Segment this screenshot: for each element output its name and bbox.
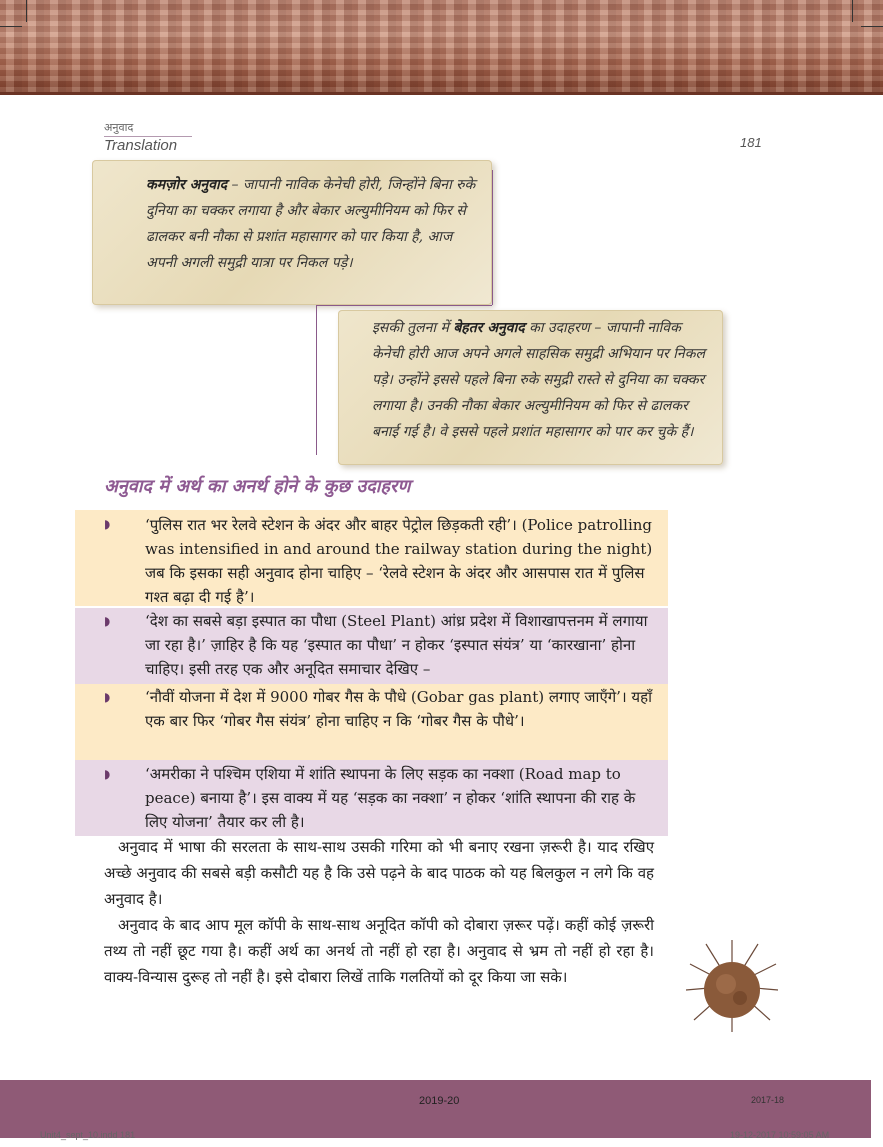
weak-translation-body: – जापानी नाविक केनेची होरी, जिन्होंने बिना रुके दुनिया का चक्कर लगाया है और बेकार अल्युमीनियम को फिर से ढालकर बनी नौका से प्रशांत महासागर को पार किया है, आज अपनी अगली समुद्री यात्रा पर निकल पड़े। bbox=[146, 177, 476, 271]
body-paragraph: अनुवाद में भाषा की सरलता के साथ-साथ उसकी गरिमा को भी बनाए रखना ज़रूरी है। याद रखिए अच्छे अनुवाद की सबसे बड़ी कसौटी यह है कि उसे पढ़ने के बाद पाठक को यह बिलकुल न लगे कि वह अनुवाद है। bbox=[104, 838, 654, 908]
section-heading: अनुवाद में अर्थ का अनर्थ होने के कुछ उदाहरण bbox=[104, 476, 411, 497]
footer-year: 2019-20 bbox=[419, 1095, 460, 1107]
page-number: 181 bbox=[740, 135, 762, 150]
weak-translation-heading: कमज़ोर अनुवाद bbox=[146, 177, 228, 193]
bullet-icon: ◗ bbox=[104, 614, 111, 628]
header-label-hindi: अनुवाद bbox=[104, 121, 134, 134]
weak-translation-text bbox=[146, 172, 476, 276]
crop-mark bbox=[852, 0, 853, 22]
header-label-english: Translation bbox=[104, 137, 178, 154]
better-translation-heading: बेहतर अनुवाद bbox=[453, 320, 525, 336]
card-divider bbox=[316, 305, 492, 306]
body-paragraph: अनुवाद के बाद आप मूल कॉपी के साथ-साथ अनूदित कॉपी को दोबारा ज़रूर पढ़ें। कहीं कोई ज़रूरी तथ्य तो नहीं छूट गया है। कहीं अर्थ का अनर्थ तो नहीं हो रहा है। अनुवाद से भ्रम तो नहीं हो रहा है। वाक्य-विन्यास दुरूह तो नहीं है। इसे दोबारा लिखें ताकि गलतियों को दूर किया जा सके। bbox=[104, 916, 654, 986]
print-slug-left: Unit4_sept_10.indd 181 bbox=[40, 1130, 136, 1140]
better-translation-prefix: इसकी तुलना में bbox=[372, 320, 454, 336]
crop-mark bbox=[0, 26, 22, 27]
bullet-icon: ◗ bbox=[104, 690, 111, 704]
card-divider bbox=[316, 305, 317, 455]
card-divider bbox=[492, 170, 493, 305]
example-text: ‘पुलिस रात भर रेलवे स्टेशन के अंदर और बाहर पेट्रोल छिड़कती रही’। (Police patrolling was intensified in and around the railway station during the night) जब कि इसका सही अनुवाद होना चाहिए – ‘रेलवे स्टेशन के अंदर और आसपास रात में पुलिस गश्त बढ़ा दी गई है’। bbox=[145, 516, 653, 606]
example-text: ‘देश का सबसे बड़ा इस्पात का पौधा (Steel Plant) आंध्र प्रदेश में विशाखापत्तनम में लगाया जा रहा है।’ ज़ाहिर है कि यह ‘इस्पात का पौधा’ न होकर ‘इस्पात संयंत्र’ या ‘कारखाना’ होना चाहिए। इसी तरह एक और अनूदित समाचार देखिए – bbox=[145, 612, 648, 678]
print-slug-right: 19-12-2017 10:59:05 AM bbox=[730, 1130, 830, 1140]
better-translation-body: का उदाहरण – जापानी नाविक केनेची होरी आज अपने अगले साहसिक समुद्री अभियान पर निकल पड़े। उन्होंने इससे पहले बिना रुके समुद्री रास्ते से दुनिया का चक्कर लगाया है। उनकी नौका बेकार अल्युमीनियम को फिर से ढालकर बनाई गई है। वे इससे पहले प्रशांत महासागर को पार कर चुके हैं। bbox=[372, 320, 705, 440]
decorative-illustration-icon bbox=[684, 938, 780, 1034]
crop-mark bbox=[26, 0, 27, 22]
better-translation-text bbox=[372, 315, 712, 445]
example-text: ‘नौवीं योजना में देश में 9000 गोबर गैस के पौधे (Gobar gas plant) लगाए जाएँगे’। यहाँ एक बार फिर ‘गोबर गैस संयंत्र’ होना चाहिए न कि ‘गोबर गैस के पौधे’। bbox=[145, 688, 652, 730]
bullet-icon: ◗ bbox=[104, 767, 111, 781]
footer-year-secondary: 2017-18 bbox=[751, 1095, 785, 1105]
crop-mark bbox=[861, 26, 883, 27]
decorative-banner bbox=[0, 0, 883, 95]
example-text: ‘अमरीका ने पश्चिम एशिया में शांति स्थापना के लिए सड़क का नक्शा (Road map to peace) बनाया है’। इस वाक्य में यह ‘सड़क का नक्शा’ न होकर ‘शांति स्थापना की राह के लिए योजना’ तैयार कर ली है। bbox=[145, 765, 636, 831]
bullet-icon: ◗ bbox=[104, 517, 111, 531]
